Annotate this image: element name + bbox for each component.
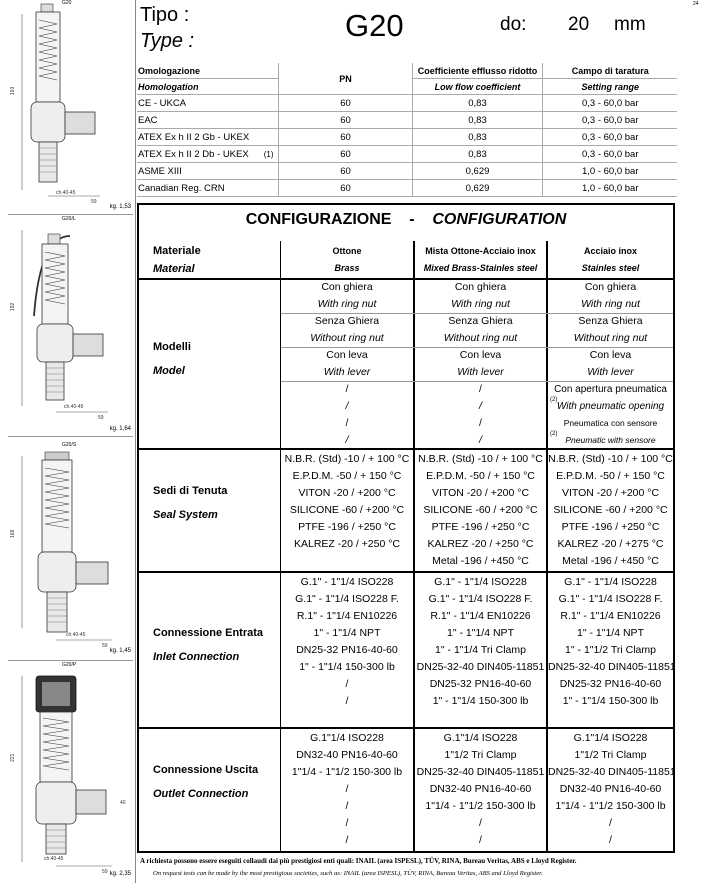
table-row	[137, 95, 677, 112]
footnote-ref: (2)	[550, 431, 558, 437]
inlet-label: Connessione Entrata	[153, 627, 264, 639]
option-line: E.P.D.M. -50 / + 150 °C	[556, 470, 665, 482]
option-line: With pneumatic opening	[556, 401, 665, 412]
outlet-label: Connessione Uscita	[153, 764, 259, 776]
option-line: Con leva	[589, 349, 632, 361]
option-line: /	[345, 400, 349, 412]
option-line: N.B.R. (Std) -10 / + 100 °C	[284, 453, 410, 465]
unit-label: mm	[614, 14, 646, 35]
page-number: 24	[693, 1, 699, 7]
option-line: Con leva	[326, 349, 368, 361]
material-stainless: Acciaio inox	[583, 246, 637, 256]
tipo-label: Tipo :	[140, 4, 190, 26]
option-line: G.1" - 1"1/4 ISO228 F.	[295, 593, 399, 605]
option-line: With lever	[587, 366, 634, 378]
range-value: 0,3 - 60,0 bar	[542, 112, 677, 129]
outlet-label-en: Outlet Connection	[153, 788, 249, 800]
option-line: /	[345, 800, 349, 812]
type-label: Type :	[140, 30, 195, 52]
option-line: /	[345, 417, 349, 429]
option-line: VITON -20 / +200 °C	[298, 487, 396, 499]
option-line: /	[345, 695, 349, 707]
header-coefficient: Coefficiente efflusso ridotto	[412, 63, 542, 79]
option-line: DN25-32-40 DIN405-11851	[548, 661, 676, 673]
inlet-options-mixed	[415, 574, 546, 710]
outlet-options-mixed	[415, 730, 546, 849]
drawing-title: G20	[62, 0, 72, 6]
seal-options-mixed	[415, 451, 546, 570]
option-line: Con apertura pneumatica	[554, 384, 667, 395]
material-label-en: Material	[153, 263, 195, 275]
option-line: 1"1/4 - 1"1/2 150-300 lb	[291, 766, 403, 778]
drawing-title: G20/S	[62, 442, 77, 448]
weight-label: kg. 2,35	[109, 871, 131, 877]
homologation-name: ATEX Ex h II 2 Gb - UKEX	[137, 129, 278, 146]
footnote-ref: (2)	[550, 397, 558, 403]
model-label: Modelli	[153, 341, 191, 353]
homologation-name: ATEX Ex h II 2 Db - UKEX	[138, 148, 249, 160]
dim-label: ch.40-45	[44, 856, 64, 862]
option-line: KALREZ -20 / +250 °C	[293, 538, 401, 550]
option-line: G.1" - 1"1/4 ISO228	[300, 576, 394, 588]
header-homologation: Omologazione	[137, 63, 278, 79]
option-line: E.P.D.M. -50 / + 150 °C	[292, 470, 402, 482]
option-line: R.1" - 1"1/4 EN10226	[560, 610, 661, 622]
homologation-name: ASME XIII	[137, 163, 278, 180]
material-brass-en: Brass	[334, 263, 360, 273]
table-row	[137, 146, 677, 163]
homologation-name: EAC	[137, 112, 278, 129]
option-line: KALREZ -20 / +275 °C	[557, 538, 664, 550]
option-line: /	[345, 834, 349, 846]
option-line: Con leva	[459, 349, 502, 361]
option-line: /	[479, 417, 482, 429]
pn-value: 60	[278, 180, 412, 197]
option-line: Senza Ghiera	[448, 315, 513, 327]
pn-value: 60	[278, 112, 412, 129]
option-line: 1" - 1"1/2 Tri Clamp	[565, 644, 656, 656]
range-value: 1,0 - 60,0 bar	[542, 180, 677, 197]
drawing-panel	[8, 438, 133, 661]
option-line: Pneumatica con sensore	[563, 418, 658, 428]
option-line: R.1" - 1"1/4 EN10226	[430, 610, 531, 622]
drawing-panel	[8, 0, 133, 215]
dim-label: 40	[120, 800, 126, 806]
coefficient-value: 0,83	[412, 112, 542, 129]
grid-line	[139, 727, 673, 729]
option-line: 1" - 1"1/4 Tri Clamp	[435, 644, 526, 656]
homologation-name: Canadian Reg. CRN	[137, 180, 278, 197]
homologation-name-cell	[137, 146, 278, 163]
valve-drawing	[8, 0, 133, 214]
homologation-name: CE - UKCA	[137, 95, 278, 112]
valve-drawing	[8, 216, 133, 436]
dim-label: ch.40-45	[64, 404, 84, 410]
valve-drawing	[8, 662, 133, 883]
option-line: Con ghiera	[454, 281, 507, 293]
coefficient-value: 0,629	[412, 180, 542, 197]
dim-label: 221	[10, 753, 16, 762]
option-line: Con ghiera	[321, 281, 373, 293]
table-row	[137, 163, 677, 180]
option-line: /	[479, 383, 482, 395]
option-line: With ring nut	[451, 298, 510, 310]
do-value: 20	[568, 14, 590, 35]
material-mixed: Mista Ottone-Acciaio inox	[425, 246, 536, 256]
range-value: 1,0 - 60,0 bar	[542, 163, 677, 180]
model-options-mixed	[415, 279, 546, 449]
option-line: With ring nut	[317, 298, 377, 310]
option-line: VITON -20 / +200 °C	[561, 487, 660, 499]
option-line: Pneumatic with sensore	[565, 435, 656, 445]
range-value: 0,3 - 60,0 bar	[542, 146, 677, 163]
dim-label: 168	[10, 529, 16, 538]
title-it: CONFIGURAZIONE	[245, 211, 392, 228]
option-line: G.1" - 1"1/4 ISO228	[434, 576, 527, 588]
do-label: do:	[500, 14, 527, 35]
option-line: Without ring nut	[443, 332, 518, 344]
seal-label-en: Seal System	[153, 509, 218, 521]
option-line: N.B.R. (Std) -10 / + 100 °C	[548, 453, 673, 465]
material-mixed-en: Mixed Brass-Stainles steel	[423, 263, 538, 273]
footer-note-it: A richiesta possono essere eseguiti collaudi dai più prestigiosi enti quali: INAIL (area ISPESL), TÜV, RINA, Bureau Veritas, ABS e Lloyd Register.	[140, 857, 577, 865]
outlet-options-brass	[281, 730, 413, 849]
option-line: Metal -196 / +450 °C	[432, 555, 529, 567]
option-line: 1" - 1"1/4 NPT	[447, 627, 514, 639]
option-line: 1"1/4 - 1"1/2 150-300 lb	[555, 800, 666, 812]
option-line: PTFE -196 / +250 °C	[298, 521, 396, 533]
option-line: DN25-32 PN16-40-60	[559, 678, 662, 690]
weight-label: kg. 1,53	[109, 204, 131, 210]
option-line: 1"1/2 Tri Clamp	[444, 749, 517, 761]
option-line: DN32-40 PN16-40-60	[296, 749, 398, 761]
header-homologation-en: Homologation	[137, 79, 278, 95]
option-line: G.1"1/4 ISO228	[573, 732, 648, 744]
grid-line	[139, 571, 673, 573]
option-line: PTFE -196 / +250 °C	[431, 521, 530, 533]
option-line: /	[609, 817, 612, 829]
dim-label: 193	[10, 86, 16, 95]
dim-label: 59	[91, 199, 97, 205]
header-coefficient-en: Low flow coefficient	[412, 79, 542, 95]
dim-label: 59	[102, 643, 108, 649]
dim-label: 59	[98, 415, 104, 421]
option-line: /	[609, 834, 612, 846]
dim-label: 192	[10, 302, 16, 311]
option-line: /	[479, 834, 482, 846]
option-line: DN25-32 PN16-40-60	[429, 678, 532, 690]
option-line: With lever	[323, 366, 371, 378]
option-line: /	[345, 678, 349, 690]
coefficient-value: 0,83	[412, 95, 542, 112]
drawing-title: G20/P	[62, 662, 77, 668]
table-header-row	[137, 63, 677, 79]
coefficient-value: 0,83	[412, 146, 542, 163]
option-line: G.1" - 1"1/4 ISO228 F.	[558, 593, 663, 605]
option-line: Without ring nut	[573, 332, 648, 344]
option-line: DN32-40 PN16-40-60	[429, 783, 532, 795]
drawing-panel	[8, 216, 133, 437]
model-options-stainless	[548, 279, 673, 449]
option-line: 1" - 1"1/4 NPT	[313, 627, 381, 639]
outlet-options-stainless	[548, 730, 676, 849]
valve-drawing	[8, 438, 133, 660]
option-line: With ring nut	[581, 298, 640, 310]
drawing-title: G20/L	[62, 216, 76, 222]
option-line: 1"1/2 Tri Clamp	[574, 749, 647, 761]
option-line: SILICONE -60 / +200 °C	[289, 504, 405, 516]
option-line: SILICONE -60 / +200 °C	[423, 504, 538, 516]
pn-value: 60	[278, 163, 412, 180]
header-pn: PN	[278, 63, 412, 95]
footer-note-en: On request tests can be made by the most prestigious societies, such as: INAIL (area ISPESL), TÜV, RINA, Bureau Veritas, ABS and Lloyd Register.	[153, 870, 543, 877]
range-value: 0,3 - 60,0 bar	[542, 95, 677, 112]
range-value: 0,3 - 60,0 bar	[542, 129, 677, 146]
option-line: SILICONE -60 / +200 °C	[553, 504, 668, 516]
option-line: /	[345, 434, 349, 446]
material-stainless-en: Stainles steel	[581, 263, 640, 273]
model-options-brass	[281, 279, 413, 449]
inlet-label-en: Inlet Connection	[153, 651, 240, 663]
option-line: Senza Ghiera	[314, 315, 380, 327]
option-line: With lever	[457, 366, 504, 378]
option-line: N.B.R. (Std) -10 / + 100 °C	[418, 453, 543, 465]
dim-label: ch.40-45	[66, 632, 86, 638]
weight-label: kg. 1,64	[109, 426, 131, 432]
pn-value: 60	[278, 129, 412, 146]
option-line: 1" - 1"1/4 150-300 lb	[562, 695, 659, 707]
option-line: E.P.D.M. -50 / + 150 °C	[426, 470, 535, 482]
option-line: Without ring nut	[310, 332, 384, 344]
homologation-table	[137, 63, 677, 197]
option-line: /	[479, 817, 482, 829]
coefficient-value: 0,629	[412, 163, 542, 180]
drawing-panel	[8, 662, 133, 883]
material-brass: Ottone	[332, 246, 362, 256]
option-line: DN25-32-40 DIN405-11851	[548, 766, 676, 778]
option-line: /	[479, 400, 482, 412]
table-row	[137, 112, 677, 129]
option-line: DN25-32-40 DIN405-11851	[416, 661, 545, 673]
option-line: Metal -196 / +450 °C	[562, 555, 659, 567]
seal-options-brass	[281, 451, 413, 570]
option-line: KALREZ -20 / +250 °C	[427, 538, 534, 550]
inlet-options-stainless	[548, 574, 676, 710]
option-line: /	[345, 817, 349, 829]
configuration-box	[137, 203, 675, 853]
header-setting-range: Campo di taratura	[542, 63, 677, 79]
option-line: G.1"1/4 ISO228	[310, 732, 384, 744]
option-line: G.1" - 1"1/4 ISO228	[564, 576, 657, 588]
option-line: G.1"1/4 ISO228	[443, 732, 518, 744]
option-line: DN25-32-40 DIN405-11851	[416, 766, 545, 778]
seal-options-stainless	[548, 451, 673, 570]
option-line: PTFE -196 / +250 °C	[561, 521, 660, 533]
footnote-ref: (1)	[263, 149, 274, 159]
option-line: /	[479, 434, 482, 446]
option-line: G.1" - 1"1/4 ISO228 F.	[428, 593, 533, 605]
table-row	[137, 129, 677, 146]
option-line: R.1" - 1"1/4 EN10226	[296, 610, 398, 622]
model-label-en: Model	[153, 365, 185, 377]
table-row	[137, 180, 677, 197]
option-line: Senza Ghiera	[578, 315, 643, 327]
drawings-column	[0, 0, 136, 883]
weight-label: kg. 1,45	[109, 648, 131, 654]
option-line: 1" - 1"1/4 150-300 lb	[299, 661, 395, 673]
title-en: CONFIGURATION	[432, 211, 567, 228]
dim-label: ch.40-45	[56, 190, 76, 196]
option-line: 1"1/4 - 1"1/2 150-300 lb	[425, 800, 536, 812]
option-line: 1" - 1"1/4 150-300 lb	[432, 695, 529, 707]
material-label: Materiale	[153, 245, 201, 257]
option-line: Con ghiera	[584, 281, 637, 293]
pn-value: 60	[278, 95, 412, 112]
option-line: DN25-32 PN16-40-60	[296, 644, 398, 656]
option-line: VITON -20 / +200 °C	[431, 487, 530, 499]
option-line: 1" - 1"1/4 NPT	[577, 627, 644, 639]
configuration-title	[139, 211, 673, 229]
inlet-options-brass	[281, 574, 413, 710]
header-setting-range-en: Setting range	[542, 79, 677, 95]
option-line: DN32-40 PN16-40-60	[559, 783, 662, 795]
model-code: G20	[345, 8, 404, 43]
pn-value: 60	[278, 146, 412, 163]
seal-label: Sedi di Tenuta	[153, 485, 228, 497]
option-line	[281, 553, 413, 570]
dim-label: 59	[102, 869, 108, 875]
option-line: /	[345, 383, 349, 395]
title-sep: -	[409, 211, 415, 228]
coefficient-value: 0,83	[412, 129, 542, 146]
option-line: /	[345, 783, 349, 795]
